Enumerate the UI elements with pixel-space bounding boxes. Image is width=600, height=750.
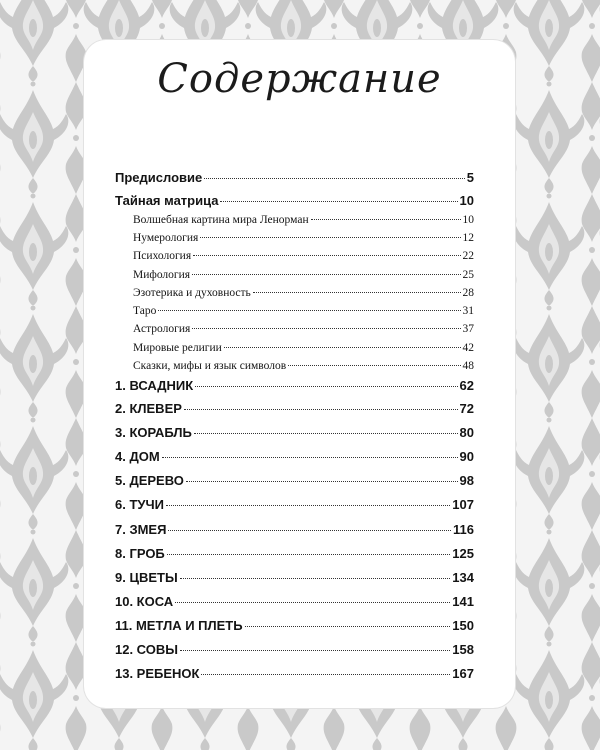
toc-entry [115, 425, 474, 440]
dot-leader [245, 626, 451, 627]
toc-entry-page-number: 116 [453, 522, 474, 537]
content-panel [84, 40, 515, 708]
dot-leader [158, 310, 460, 311]
toc-entry-page-number: 72 [459, 401, 474, 416]
dot-leader [204, 178, 465, 179]
dot-leader [184, 409, 458, 410]
toc-entry [115, 323, 474, 335]
toc-entry-title: Эзотерика и духовность [133, 287, 251, 299]
toc-entry [115, 594, 474, 609]
toc-entry-page-number: 90 [459, 449, 474, 464]
dot-leader [253, 292, 461, 293]
toc-entry-page-number: 125 [452, 546, 474, 561]
dot-leader [162, 457, 458, 458]
toc-entry-title: 4. ДОМ [115, 449, 160, 464]
toc-entry-page-number: 22 [462, 250, 474, 262]
toc-entry [115, 497, 474, 512]
toc-entry-title: 11. МЕТЛА И ПЛЕТЬ [115, 618, 243, 633]
toc-entry-title: Астрология [133, 323, 191, 335]
toc-entry-title: 5. ДЕРЕВО [115, 473, 184, 488]
toc-entry [115, 546, 474, 561]
toc-entry [115, 305, 474, 317]
dot-leader [193, 255, 460, 256]
dot-leader [194, 433, 458, 434]
toc-entry-title: 2. КЛЕВЕР [115, 401, 182, 416]
toc-entry-page-number: 5 [466, 170, 474, 185]
toc-entry-page-number: 62 [459, 378, 474, 393]
toc-entry-page-number: 107 [452, 497, 474, 512]
dot-leader [175, 602, 450, 603]
toc-entry-title: Мифология [133, 269, 191, 281]
toc-entry-page-number: 158 [452, 642, 474, 657]
toc-entry-title: 13. РЕБЕНОК [115, 666, 200, 681]
toc-entry-page-number: 134 [452, 570, 474, 585]
toc-entry [115, 666, 474, 681]
dot-leader [224, 347, 461, 348]
toc-entry-title: 9. ЦВЕТЫ [115, 570, 178, 585]
toc-entry-page-number: 10 [459, 193, 474, 208]
dot-leader [192, 328, 460, 329]
toc-entry-page-number: 31 [462, 305, 474, 317]
toc-entry-title: 1. ВСАДНИК [115, 378, 194, 393]
toc-entry-title: Нумерология [133, 232, 199, 244]
toc-entry-page-number: 98 [459, 473, 474, 488]
toc-entry-title: 8. ГРОБ [115, 546, 165, 561]
toc-entry [115, 360, 474, 372]
page-title: Содержание [157, 56, 442, 102]
toc-entry-page-number: 25 [462, 269, 474, 281]
toc-entry [115, 232, 474, 244]
toc-entry [115, 473, 474, 488]
toc-entry [115, 342, 474, 354]
toc-entry-page-number: 12 [462, 232, 474, 244]
toc-entry-title: 7. ЗМЕЯ [115, 522, 167, 537]
toc-entry-title: 10. КОСА [115, 594, 174, 609]
toc-entry [115, 250, 474, 262]
toc-entry-page-number: 167 [452, 666, 474, 681]
dot-leader [168, 530, 451, 531]
toc-entry-title: Предисловие [115, 170, 203, 185]
toc-entry [115, 193, 474, 208]
dot-leader [200, 237, 460, 238]
toc-entry [115, 570, 474, 585]
dot-leader [180, 578, 451, 579]
toc-entry [115, 642, 474, 657]
dot-leader [167, 554, 451, 555]
dot-leader [186, 481, 458, 482]
toc-entry [115, 618, 474, 633]
toc-entry-page-number: 42 [462, 342, 474, 354]
dot-leader [180, 650, 450, 651]
toc-entry-title: 6. ТУЧИ [115, 497, 164, 512]
toc-entry-page-number: 37 [462, 323, 474, 335]
toc-entry-title: Тайная матрица [115, 193, 219, 208]
toc-entry-title: Волшебная картина мира Ленорман [133, 214, 309, 226]
toc-entry-page-number: 80 [459, 425, 474, 440]
toc-entry [115, 378, 474, 393]
toc-entry [115, 522, 474, 537]
toc-entry [115, 214, 474, 226]
toc-entry [115, 287, 474, 299]
toc-entry-page-number: 141 [452, 594, 474, 609]
toc-entry-page-number: 150 [452, 618, 474, 633]
toc-entry-title: 3. КОРАБЛЬ [115, 425, 192, 440]
toc-entry-page-number: 28 [462, 287, 474, 299]
dot-leader [201, 674, 450, 675]
toc-entry [115, 449, 474, 464]
toc-entry-title: Психология [133, 250, 192, 262]
toc-entry-page-number: 48 [462, 360, 474, 372]
dot-leader [311, 219, 461, 220]
dot-leader [195, 386, 457, 387]
toc-entry-title: Сказки, мифы и язык символов [133, 360, 287, 372]
toc-entry-page-number: 10 [462, 214, 474, 226]
dot-leader [288, 365, 460, 366]
toc-entry [115, 170, 474, 185]
dot-leader [220, 201, 457, 202]
dot-leader [166, 505, 450, 506]
toc-entry-title: Таро [133, 305, 157, 317]
toc-entry [115, 401, 474, 416]
toc-entry [115, 269, 474, 281]
toc-entry-title: Мировые религии [133, 342, 222, 354]
toc-entry-title: 12. СОВЫ [115, 642, 178, 657]
dot-leader [192, 274, 460, 275]
